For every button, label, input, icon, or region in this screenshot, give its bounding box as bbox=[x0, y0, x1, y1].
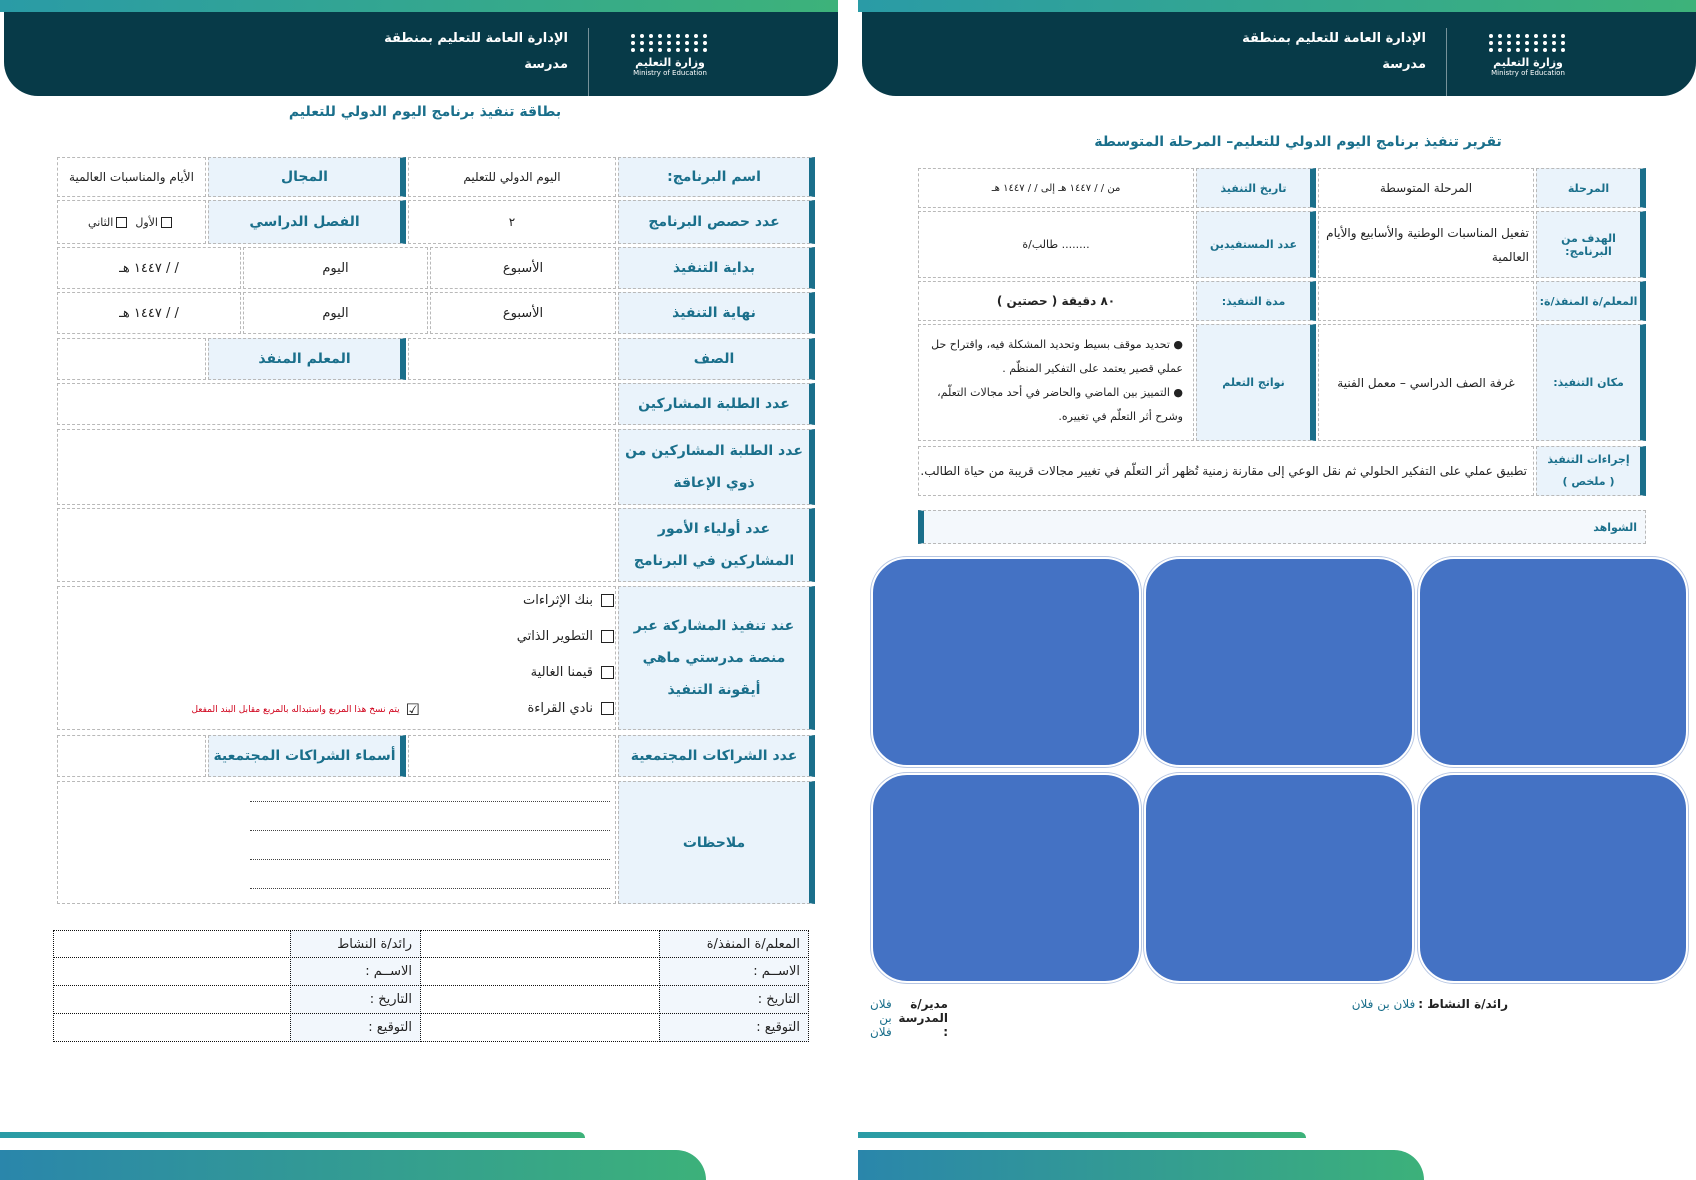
sessions-value[interactable]: ٢ bbox=[408, 200, 616, 244]
sig-leader-signature-label: التوقيع : bbox=[290, 1013, 421, 1042]
option-reading-club[interactable] bbox=[527, 701, 614, 716]
disabled-value[interactable] bbox=[57, 429, 616, 505]
leader-signature bbox=[1352, 997, 1508, 1011]
card-title: بطاقة تنفيذ برنامج اليوم الدولي للتعليم bbox=[288, 104, 562, 120]
option-reading-club-checkbox[interactable] bbox=[601, 702, 614, 715]
platform-label: عند تنفيذ المشاركة عبر منصة مدرستي ماهي أيقونة التنفيذ bbox=[618, 586, 815, 730]
header-divider bbox=[588, 28, 589, 96]
stage-label: المرحلة bbox=[1536, 168, 1646, 208]
sig-teacher-date-field[interactable] bbox=[420, 985, 660, 1014]
option-enrichment-label: بنك الإثراءات bbox=[522, 593, 593, 608]
community-names-value[interactable] bbox=[57, 735, 206, 777]
top-stripe bbox=[0, 0, 838, 12]
end-day[interactable]: اليوم bbox=[243, 292, 428, 334]
option-self-development-checkbox[interactable] bbox=[601, 630, 614, 643]
header-divider bbox=[1446, 28, 1447, 96]
duration-label: مدة التنفيذ: bbox=[1196, 281, 1316, 321]
sig-leader-blank[interactable] bbox=[53, 930, 291, 958]
stage-value[interactable]: المرحلة المتوسطة bbox=[1318, 168, 1534, 208]
teacher-label: المعلم المنفذ bbox=[208, 338, 406, 380]
option-our-values-checkbox[interactable] bbox=[601, 666, 614, 679]
community-names-label: أسماء الشراكات المجتمعية bbox=[208, 735, 406, 777]
teacher-value[interactable] bbox=[57, 338, 206, 380]
evidence-photo-1[interactable] bbox=[871, 557, 1141, 767]
goal-value[interactable]: تفعيل المناسبات الوطنية والأسابيع والأيام العالمية bbox=[1318, 211, 1534, 278]
sig-teacher-blank[interactable] bbox=[420, 930, 660, 958]
beneficiaries-value[interactable]: ........ طالب/ة bbox=[918, 211, 1194, 278]
header-text bbox=[1242, 26, 1426, 78]
outcomes-list bbox=[918, 324, 1194, 441]
logo-dots-icon bbox=[1488, 34, 1568, 52]
principal-label: مدير/ة المدرسة : bbox=[898, 997, 948, 1039]
sig-teacher-date-label: التاريخ : bbox=[659, 985, 809, 1014]
option-enrichment[interactable] bbox=[523, 593, 614, 608]
community-count-value[interactable] bbox=[408, 735, 616, 777]
outcome-text-1: تحديد موقف بسيط وتحديد المشكلة فيه، واقتراح حل عملي قصير يعتمد على التفكير المنظّم . bbox=[931, 338, 1183, 375]
end-label: نهاية التنفيذ bbox=[618, 292, 815, 334]
leader-label: رائد/ة النشاط : bbox=[1418, 997, 1508, 1011]
parents-value[interactable] bbox=[57, 508, 616, 582]
procedures-label: إجراءات التنفيذ ( ملخص ) bbox=[1536, 446, 1646, 496]
goal-label: الهدف من البرنامج: bbox=[1536, 211, 1646, 278]
logo-english-text: Ministry of Education bbox=[633, 69, 707, 77]
copy-note bbox=[191, 700, 420, 719]
semester-second-checkbox[interactable] bbox=[116, 217, 127, 228]
notes-line bbox=[250, 859, 610, 860]
header-text bbox=[384, 26, 568, 78]
school-line: مدرسة bbox=[1382, 57, 1426, 72]
header-banner bbox=[4, 12, 838, 96]
top-stripe bbox=[858, 0, 1696, 12]
report-title: تقرير تنفيذ برنامج اليوم الدولي للتعليم– المرحلة المتوسطة bbox=[1094, 134, 1502, 150]
class-label: الصف bbox=[618, 338, 815, 380]
beneficiaries-label: عدد المستفيدين bbox=[1196, 211, 1316, 278]
parents-label: عدد أولياء الأمور المشاركين في البرنامج bbox=[618, 508, 815, 582]
place-value[interactable]: غرفة الصف الدراسي – معمل الفنية bbox=[1318, 324, 1534, 441]
evidence-photo-6[interactable] bbox=[1418, 773, 1688, 983]
school-line: مدرسة bbox=[524, 57, 568, 72]
option-our-values[interactable] bbox=[531, 665, 614, 680]
students-label: عدد الطلبة المشاركين bbox=[618, 383, 815, 425]
evidence-photo-5[interactable] bbox=[1144, 773, 1414, 983]
notes-box[interactable] bbox=[57, 781, 616, 904]
duration-value[interactable]: ٨٠ دقيقة ( حصتين ) bbox=[918, 281, 1194, 321]
start-week[interactable]: الأسبوع bbox=[430, 247, 616, 289]
field-label: المجال bbox=[208, 157, 406, 197]
sig-leader-date-field[interactable] bbox=[53, 985, 291, 1014]
outcome-item-1: ● تحديد موقف بسيط وتحديد المشكلة فيه، واقتراح حل عملي قصير يعتمد على التفكير المنظّم . bbox=[931, 338, 1183, 375]
sig-leader-name-label: الاســم : bbox=[290, 957, 421, 986]
start-date[interactable]: / / ١٤٤٧ هـ bbox=[57, 247, 241, 289]
evidence-photo-4[interactable] bbox=[871, 773, 1141, 983]
sessions-label: عدد حصص البرنامج bbox=[618, 200, 815, 244]
copy-note-text: يتم نسخ هذا المربع واستبداله بالمربع مقابل البند المفعل bbox=[191, 704, 400, 715]
sig-teacher-label: المعلم/ة المنفذ/ة bbox=[659, 930, 809, 958]
option-reading-club-label: نادي القراءة bbox=[527, 701, 593, 716]
evidence-photo-2[interactable] bbox=[1144, 557, 1414, 767]
ministry-logo bbox=[1488, 34, 1568, 94]
leader-name: فلان بن فلان bbox=[1351, 997, 1416, 1011]
field-value[interactable]: الأيام والمناسبات العالمية bbox=[57, 157, 206, 197]
logo-english-text: Ministry of Education bbox=[1491, 69, 1565, 77]
students-value[interactable] bbox=[57, 383, 616, 425]
teacher-value[interactable] bbox=[1318, 281, 1534, 321]
option-self-development[interactable] bbox=[517, 629, 614, 644]
notes-line bbox=[250, 801, 610, 802]
community-count-label: عدد الشراكات المجتمعية bbox=[618, 735, 815, 777]
procedures-value[interactable]: تطبيق عملي على التفكير الحلولي ثم نقل الوعي إلى مقارنة زمنية تُظهر أثر التعلّم في تغيير مجالات قريبة من حياة الطالب. bbox=[918, 446, 1534, 496]
footer-stripe-thick bbox=[0, 1150, 706, 1180]
teacher-label: المعلم/ة المنفذ/ة: bbox=[1536, 281, 1646, 321]
disabled-label: عدد الطلبة المشاركين من ذوي الإعاقة bbox=[618, 429, 815, 505]
outcome-text-2: التمييز بين الماضي والحاضر في أحد مجالات التعلّم، وشرح أثر التعلّم في تغييره. bbox=[937, 386, 1183, 423]
sig-teacher-signature-field[interactable] bbox=[420, 1013, 660, 1042]
semester-first-checkbox[interactable] bbox=[161, 217, 172, 228]
notes-line bbox=[250, 888, 610, 889]
header-banner bbox=[862, 12, 1696, 96]
footer-stripe-thin bbox=[0, 1132, 585, 1138]
principal-name: فلان بن فلان bbox=[869, 997, 892, 1039]
outcome-item-2: ● التمييز بين الماضي والحاضر في أحد مجالات التعلّم، وشرح أثر التعلّم في تغييره. bbox=[937, 386, 1183, 423]
admin-line: الإدارة العامة للتعليم بمنطقة bbox=[384, 31, 568, 46]
evidence-photo-3[interactable] bbox=[1418, 557, 1688, 767]
class-value[interactable] bbox=[408, 338, 616, 380]
option-our-values-label: قيمنا الغالية bbox=[530, 665, 593, 680]
semester-second-label: الثاني bbox=[88, 215, 114, 229]
program-name-value[interactable]: اليوم الدولي للتعليم bbox=[408, 157, 616, 197]
notes-line bbox=[250, 830, 610, 831]
semester-label: الفصل الدراسي bbox=[208, 200, 406, 244]
program-name-label: اسم البرنامج: bbox=[618, 157, 815, 197]
outcomes-label: نواتج التعلم bbox=[1196, 324, 1316, 441]
exec-date-label: تاريخ التنفيذ bbox=[1196, 168, 1316, 208]
end-date[interactable]: / / ١٤٤٧ هـ bbox=[57, 292, 241, 334]
principal-signature bbox=[858, 997, 948, 1039]
exec-date-value[interactable]: من / / ١٤٤٧ هـ إلى / / ١٤٤٧ هـ bbox=[918, 168, 1194, 208]
logo-arabic-text: وزارة التعليم bbox=[635, 56, 705, 69]
checked-box-icon[interactable]: ☑ bbox=[405, 700, 420, 719]
sig-leader-signature-field[interactable] bbox=[53, 1013, 291, 1042]
sig-leader-name-field[interactable] bbox=[53, 957, 291, 986]
right-page bbox=[858, 0, 1696, 1180]
semester-first-label: الأول bbox=[135, 215, 158, 229]
sig-teacher-name-label: الاســم : bbox=[659, 957, 809, 986]
start-day[interactable]: اليوم bbox=[243, 247, 428, 289]
option-enrichment-checkbox[interactable] bbox=[601, 594, 614, 607]
start-label: بداية التنفيذ bbox=[618, 247, 815, 289]
end-week[interactable]: الأسبوع bbox=[430, 292, 616, 334]
footer-stripe-thick bbox=[858, 1150, 1424, 1180]
sig-teacher-name-field[interactable] bbox=[420, 957, 660, 986]
semester-options bbox=[57, 200, 206, 244]
evidence-label: الشواهد bbox=[918, 510, 1646, 544]
notes-label: ملاحظات bbox=[618, 781, 815, 904]
sig-leader-date-label: التاريخ : bbox=[290, 985, 421, 1014]
place-label: مكان التنفيذ: bbox=[1536, 324, 1646, 441]
admin-line: الإدارة العامة للتعليم بمنطقة bbox=[1242, 31, 1426, 46]
sig-leader-label: رائد/ة النشاط bbox=[290, 930, 421, 958]
ministry-logo bbox=[630, 34, 710, 94]
option-self-development-label: التطوير الذاتي bbox=[516, 629, 593, 644]
sig-teacher-signature-label: التوقيع : bbox=[659, 1013, 809, 1042]
footer-stripe-thin bbox=[858, 1132, 1306, 1138]
logo-arabic-text: وزارة التعليم bbox=[1493, 56, 1563, 69]
logo-dots-icon bbox=[630, 34, 710, 52]
